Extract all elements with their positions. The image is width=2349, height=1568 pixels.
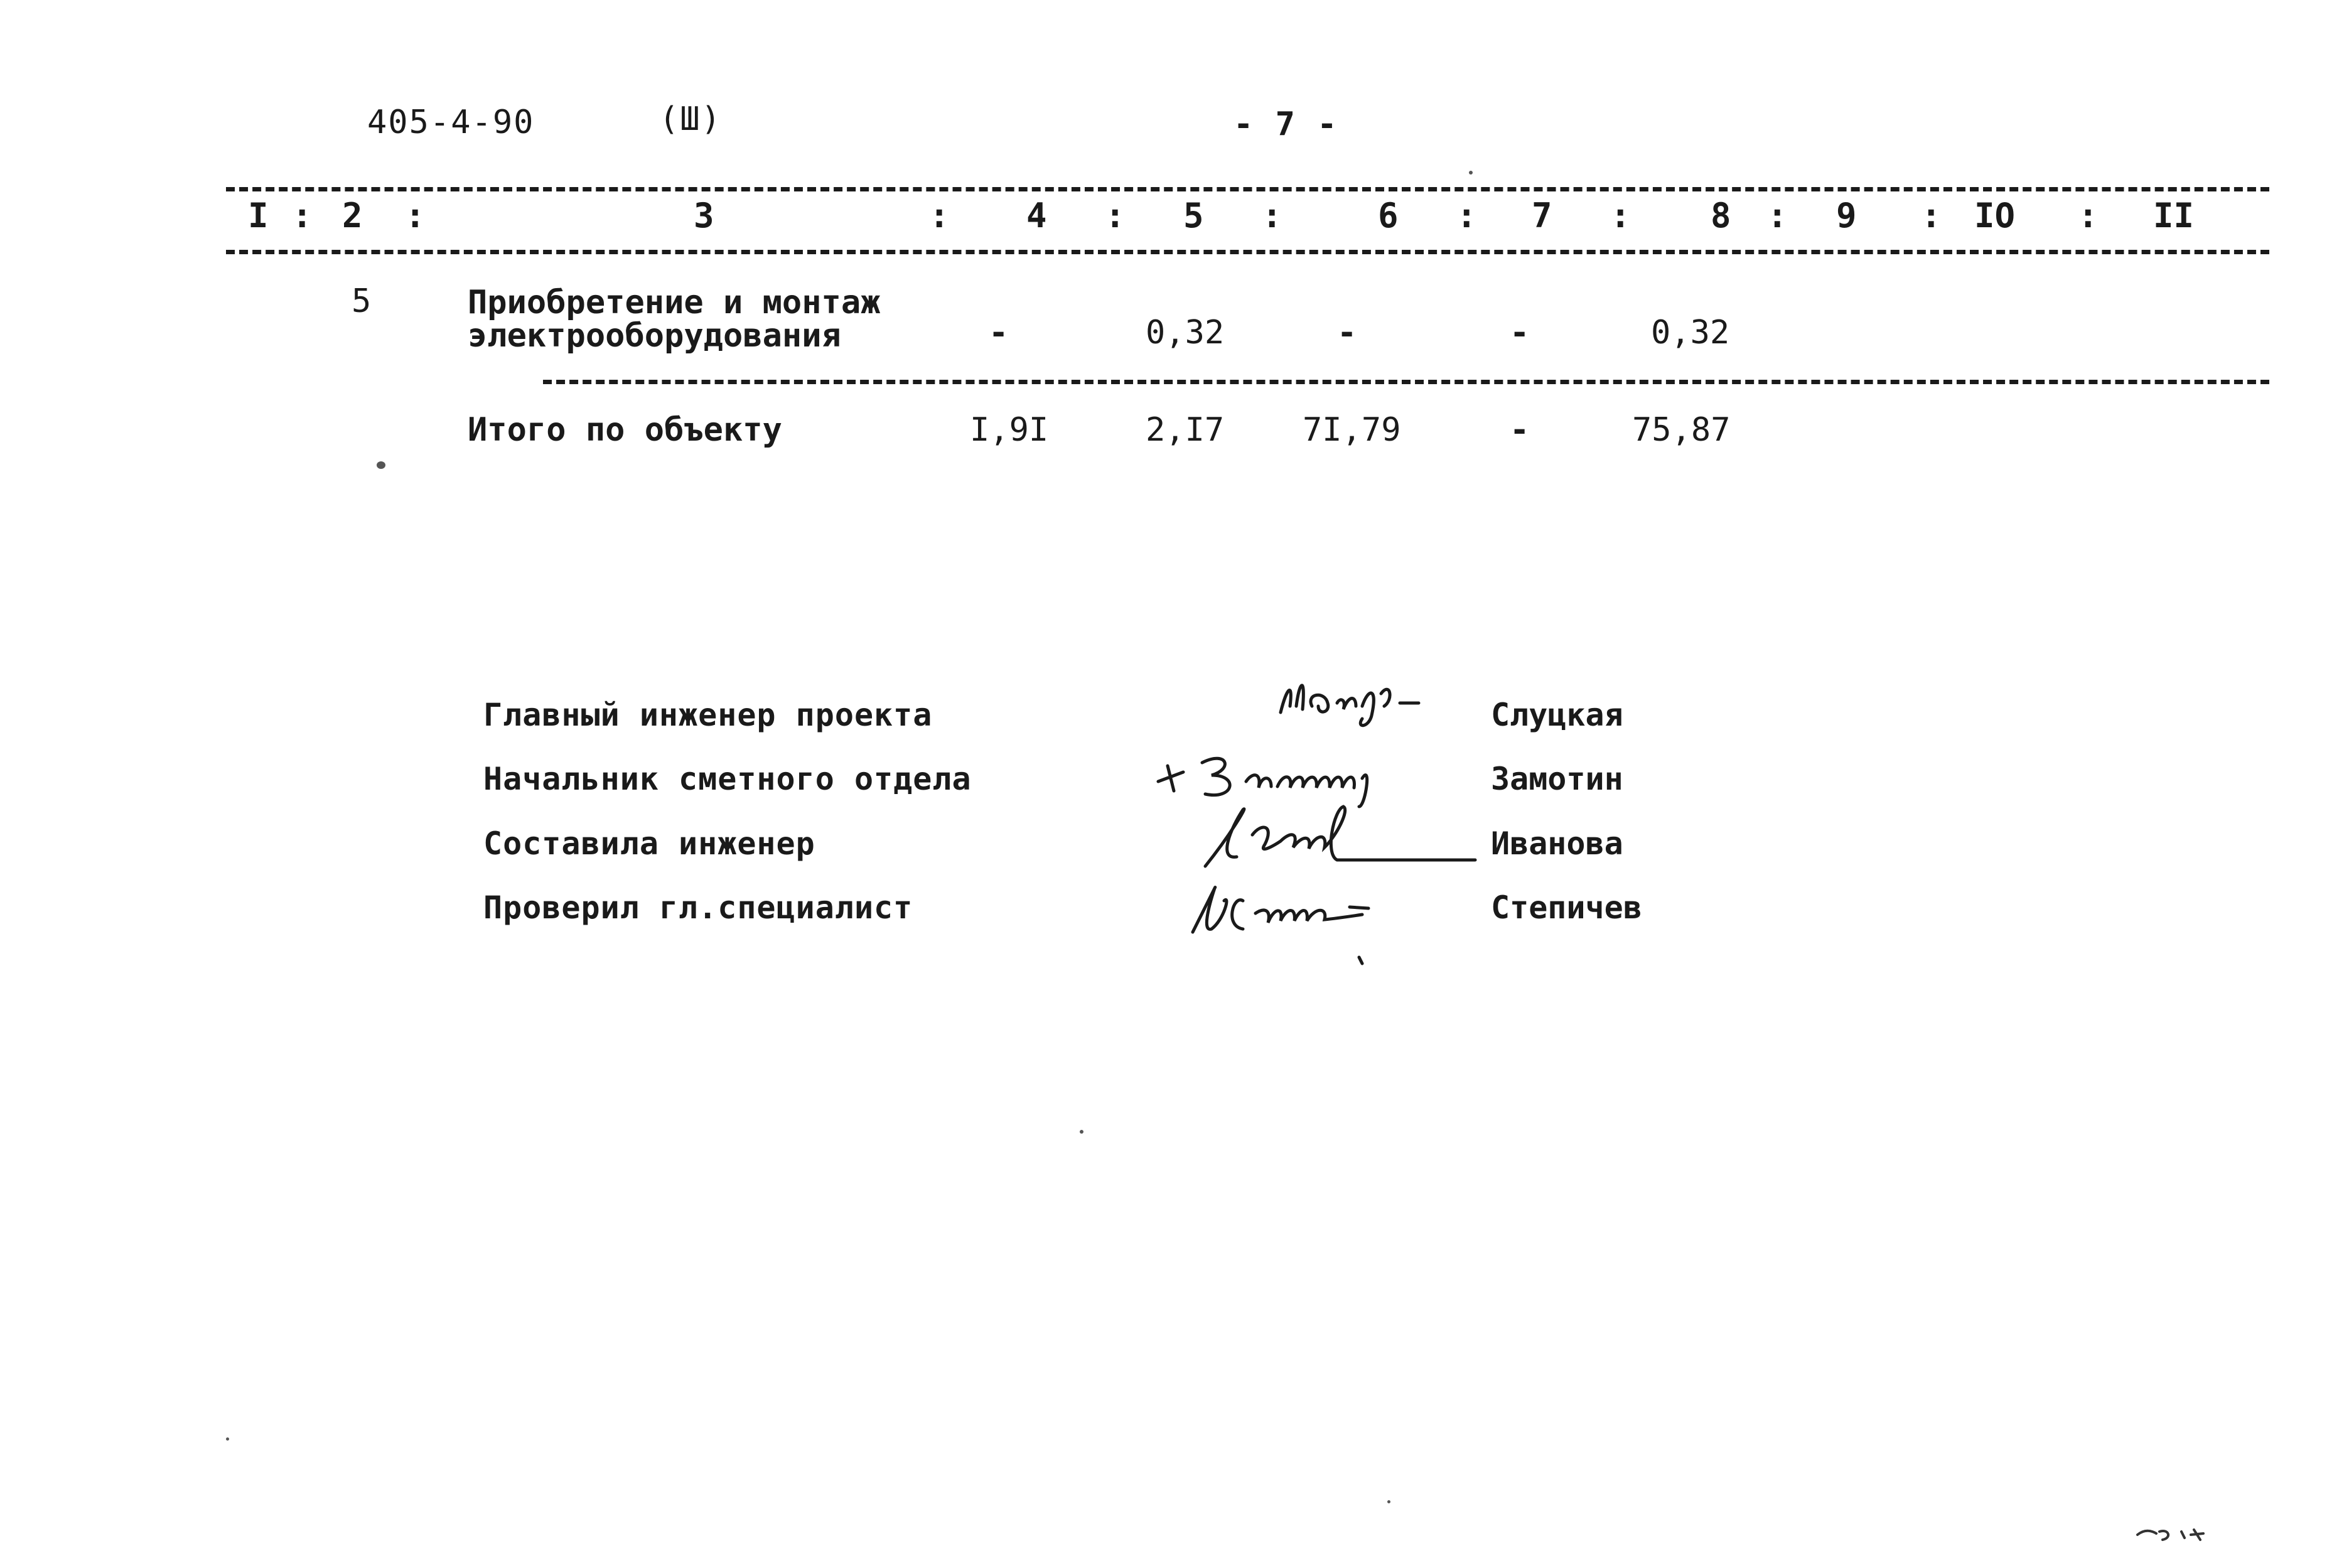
column-number: 8 <box>1711 196 1731 235</box>
column-separator: : <box>1921 196 1942 235</box>
document-code: 405-4-90 <box>367 104 535 141</box>
column-number: 7 <box>1532 196 1552 235</box>
scan-speck <box>226 1437 229 1441</box>
column-number: 9 <box>1836 196 1857 235</box>
column-separator: : <box>405 196 426 235</box>
total-col8: 75,87 <box>1632 411 1731 449</box>
signature-name-compiler: Иванова <box>1491 825 1623 862</box>
signature-title-chief-engineer: Главный инженер проекта <box>483 697 933 733</box>
total-col4: I,9I <box>970 411 1049 449</box>
table-header-bottom-rule <box>226 250 2269 254</box>
row-cell-col8: 0,32 <box>1651 314 1730 352</box>
column-separator: : <box>1105 196 1126 235</box>
handwritten-signature <box>1180 869 1444 970</box>
column-number: IO <box>1974 196 2016 235</box>
scan-speck <box>377 461 385 469</box>
scan-speck <box>1469 171 1473 175</box>
page-number: - 7 - <box>1234 105 1338 143</box>
table-top-rule <box>226 187 2269 191</box>
subtotal-rule <box>543 380 2269 384</box>
signature-title-checker: Проверил гл.специалист <box>483 889 913 926</box>
column-separator: : <box>1767 196 1788 235</box>
column-number: 4 <box>1026 196 1047 235</box>
handwritten-signature <box>1268 669 1475 744</box>
column-separator: : <box>929 196 950 235</box>
row-cell-col5: 0,32 <box>1146 314 1225 352</box>
column-number: II <box>2153 196 2195 235</box>
column-separator: : <box>1456 196 1477 235</box>
column-number: I <box>248 196 269 235</box>
scan-speck <box>1387 1500 1390 1503</box>
row-cell-col6: - <box>1337 314 1357 352</box>
signature-name-checker: Степичев <box>1491 889 1642 926</box>
column-separator: : <box>292 196 313 235</box>
column-separator: : <box>1262 196 1282 235</box>
signature-title-estimate-head: Начальник сметного отдела <box>483 761 972 797</box>
column-number: 2 <box>342 196 363 235</box>
scan-speck <box>1080 1130 1083 1134</box>
row-name-line2: электрооборудования <box>468 317 841 355</box>
signature-title-compiler: Составила инженер <box>483 825 815 862</box>
total-label: Итого по объекту <box>468 411 782 449</box>
total-col5: 2,I7 <box>1146 411 1225 449</box>
column-separator: : <box>1610 196 1631 235</box>
row-cell-col7: - <box>1510 314 1530 352</box>
column-number: 3 <box>694 196 714 235</box>
total-col6: 7I,79 <box>1303 411 1401 449</box>
row-cell-col4: - <box>989 314 1009 352</box>
footer-mark <box>2131 1516 2219 1547</box>
total-col7: - <box>1510 411 1530 449</box>
column-number: 5 <box>1183 196 1204 235</box>
signature-name-estimate-head: Замотин <box>1491 761 1623 797</box>
row-name-line1: Приобретение и монтаж <box>468 284 881 321</box>
column-number: 6 <box>1378 196 1399 235</box>
row-number: 5 <box>352 282 372 320</box>
document-part: (Ш) <box>659 100 722 138</box>
signature-name-chief-engineer: Слуцкая <box>1491 697 1623 733</box>
handwritten-signature <box>1193 797 1488 879</box>
column-separator: : <box>2078 196 2099 235</box>
